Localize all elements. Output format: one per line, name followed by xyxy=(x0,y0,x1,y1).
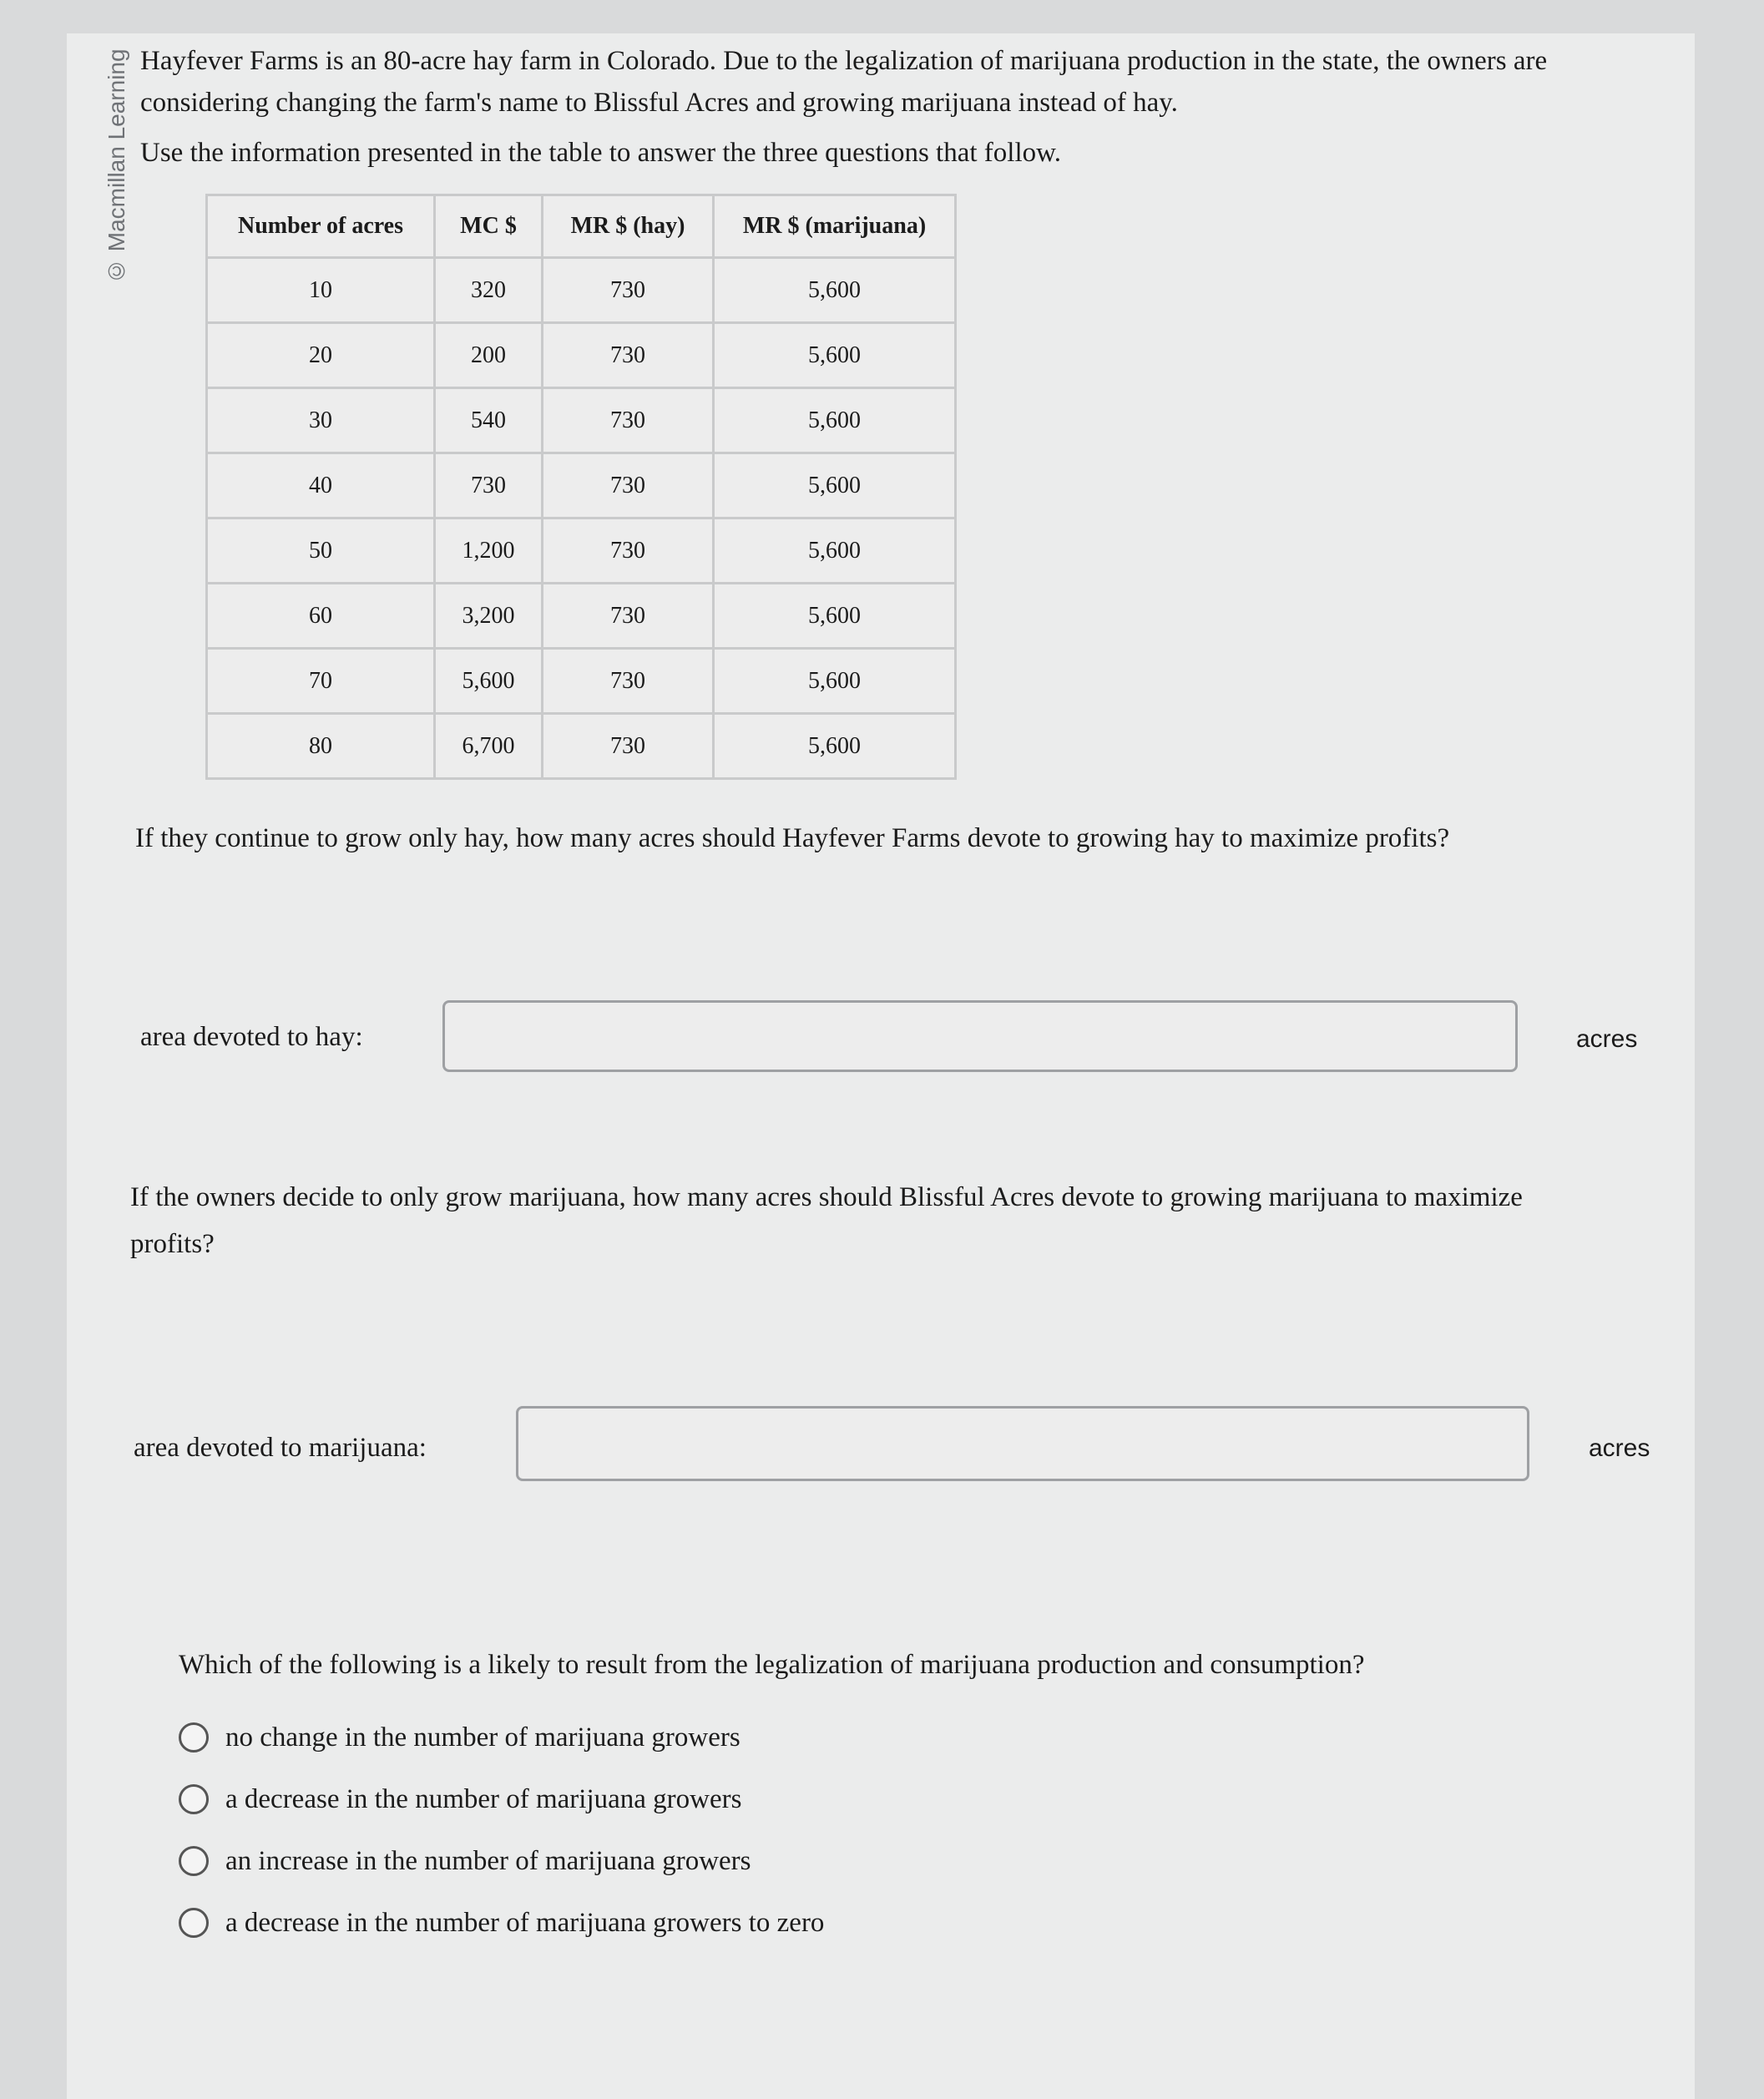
question-hay: If they continue to grow only hay, how many acres should Hayfever Farms devote to growing hay to maximize profits? xyxy=(135,823,1450,853)
cell-mc: 3,200 xyxy=(435,584,543,649)
marijuana-area-input[interactable] xyxy=(516,1406,1529,1481)
radio-button-icon[interactable] xyxy=(179,1722,209,1753)
cell-mr-marijuana: 5,600 xyxy=(714,323,956,388)
cell-mc: 320 xyxy=(435,258,543,323)
option-label: a decrease in the number of marijuana growers to zero xyxy=(225,1907,825,1938)
table-row xyxy=(207,649,956,714)
intro-paragraph: Hayfever Farms is an 80-acre hay farm in Colorado. Due to the legalization of marijuana production in the state, the owners are considering changing the farm's name to Blissful Acres and growing marijuana instead of hay. xyxy=(140,46,1548,118)
option-label: a decrease in the number of marijuana growers xyxy=(225,1783,742,1814)
table-row xyxy=(207,388,956,453)
intro-instruction: Use the information presented in the table to answer the three questions that follow. xyxy=(140,138,1062,168)
cell-acres: 30 xyxy=(207,388,435,453)
header-acres: Number of acres xyxy=(207,195,435,258)
table-row xyxy=(207,453,956,518)
header-mc: MC $ xyxy=(435,195,543,258)
cell-mc: 5,600 xyxy=(435,649,543,714)
header-mr-hay: MR $ (hay) xyxy=(543,195,714,258)
cell-acres: 40 xyxy=(207,453,435,518)
question-marijuana: If the owners decide to only grow marijuana, how many acres should Blissful Acres devote to growing marijuana to maximize profits? xyxy=(130,1182,1523,1259)
answer-options xyxy=(179,1707,1347,1954)
table-row xyxy=(207,518,956,584)
table-header-row xyxy=(207,195,956,258)
table-row xyxy=(207,714,956,779)
cell-mr-marijuana: 5,600 xyxy=(714,714,956,779)
cell-mc: 200 xyxy=(435,323,543,388)
problem-intro xyxy=(140,40,1618,174)
table-row xyxy=(207,584,956,649)
cell-mr-marijuana: 5,600 xyxy=(714,453,956,518)
table-row xyxy=(207,323,956,388)
cost-revenue-table xyxy=(205,194,957,780)
option-no-change[interactable] xyxy=(179,1707,1347,1768)
cell-acres: 60 xyxy=(207,584,435,649)
radio-button-icon[interactable] xyxy=(179,1846,209,1876)
question-legalization: Which of the following is a likely to result from the legalization of marijuana production and consumption? xyxy=(179,1650,1365,1680)
marijuana-unit-label: acres xyxy=(1589,1434,1650,1462)
cell-mc: 6,700 xyxy=(435,714,543,779)
cell-mc: 1,200 xyxy=(435,518,543,584)
cell-mr-hay: 730 xyxy=(543,584,714,649)
radio-button-icon[interactable] xyxy=(179,1784,209,1814)
table-row xyxy=(207,258,956,323)
cell-mr-hay: 730 xyxy=(543,388,714,453)
hay-area-label: area devoted to hay: xyxy=(140,1022,363,1052)
cell-mc: 730 xyxy=(435,453,543,518)
publisher-watermark: © Macmillan Learning xyxy=(104,48,129,284)
header-mr-marijuana: MR $ (marijuana) xyxy=(714,195,956,258)
cell-mr-marijuana: 5,600 xyxy=(714,258,956,323)
cell-mr-hay: 730 xyxy=(543,714,714,779)
option-label: no change in the number of marijuana growers xyxy=(225,1722,740,1753)
cell-mr-hay: 730 xyxy=(543,649,714,714)
cell-mr-marijuana: 5,600 xyxy=(714,518,956,584)
cell-acres: 50 xyxy=(207,518,435,584)
cell-acres: 10 xyxy=(207,258,435,323)
cell-mr-hay: 730 xyxy=(543,323,714,388)
cell-acres: 20 xyxy=(207,323,435,388)
option-label: an increase in the number of marijuana growers xyxy=(225,1845,751,1876)
hay-unit-label: acres xyxy=(1576,1025,1638,1053)
cell-acres: 70 xyxy=(207,649,435,714)
cell-mr-marijuana: 5,600 xyxy=(714,649,956,714)
cell-mc: 540 xyxy=(435,388,543,453)
cell-mr-hay: 730 xyxy=(543,518,714,584)
option-increase[interactable] xyxy=(179,1830,1347,1892)
table-body xyxy=(207,258,956,779)
cell-acres: 80 xyxy=(207,714,435,779)
hay-area-input[interactable] xyxy=(442,1000,1518,1072)
marijuana-area-label: area devoted to marijuana: xyxy=(134,1433,427,1463)
radio-button-icon[interactable] xyxy=(179,1908,209,1938)
cell-mr-marijuana: 5,600 xyxy=(714,388,956,453)
cell-mr-hay: 730 xyxy=(543,258,714,323)
option-decrease[interactable] xyxy=(179,1768,1347,1830)
cell-mr-marijuana: 5,600 xyxy=(714,584,956,649)
option-decrease-to-zero[interactable] xyxy=(179,1892,1347,1954)
cell-mr-hay: 730 xyxy=(543,453,714,518)
